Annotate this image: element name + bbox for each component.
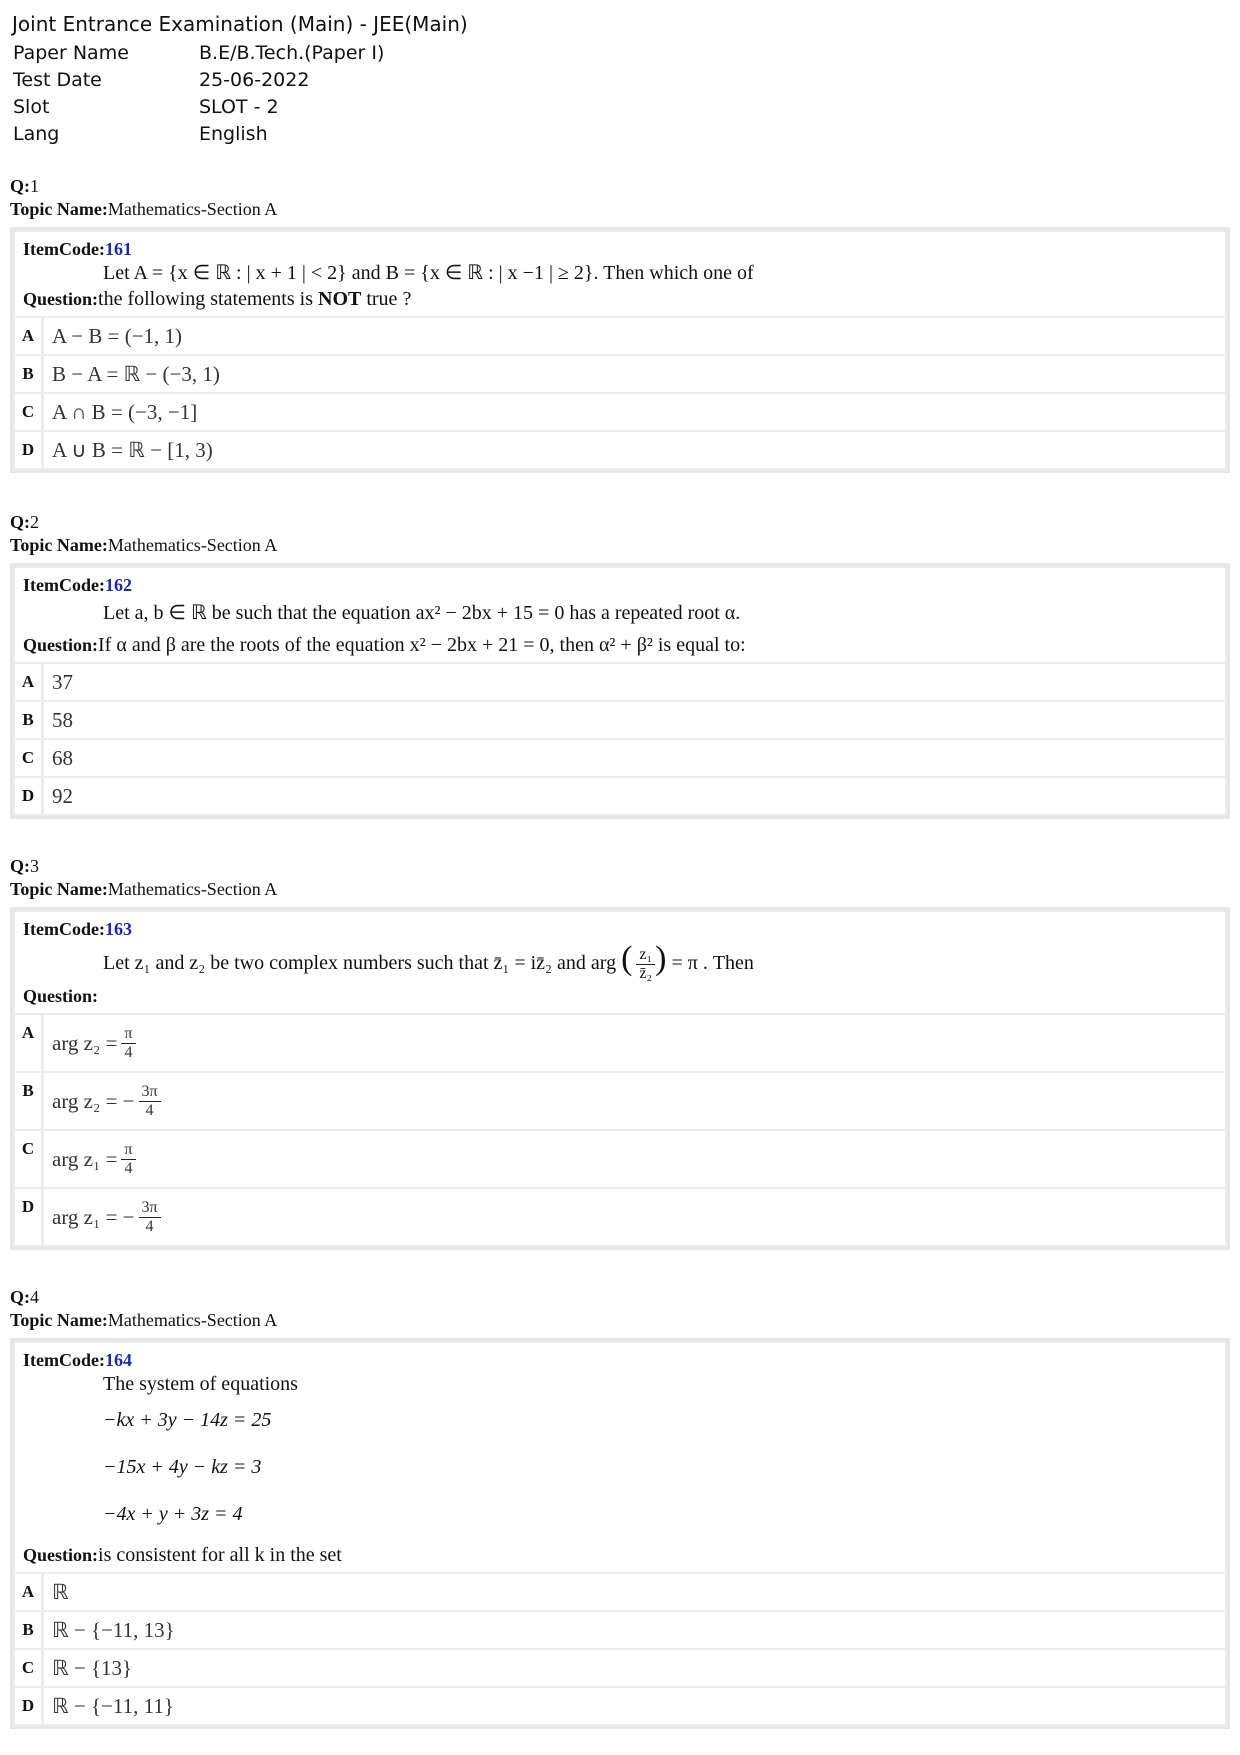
question-text-line: Question:If α and β are the roots of the equation x² − 2bx + 21 = 0, then α² + β² is equal to: bbox=[23, 634, 746, 656]
option-c[interactable]: C ℝ − {13} bbox=[13, 1650, 1227, 1688]
item-code: ItemCode:163 bbox=[23, 919, 132, 939]
question-text-line: Question:the following statements is NOT true ? bbox=[23, 288, 412, 310]
question-text-line: Let A = {x ∈ ℝ : | x + 1 | < 2} and B = {x ∈ ℝ : | x −1 | ≥ 2}. Then which one of bbox=[103, 262, 754, 284]
topic-name: Topic Name:Mathematics-Section A bbox=[10, 879, 278, 899]
meta-value: SLOT - 2 bbox=[199, 96, 279, 118]
question-block-4 bbox=[10, 1285, 1230, 1729]
question-table bbox=[10, 1338, 1230, 1729]
option-a[interactable]: A ℝ bbox=[13, 1574, 1227, 1612]
question-number: Q:4 bbox=[10, 1287, 39, 1307]
question-number: Q:2 bbox=[10, 512, 39, 532]
meta-value: English bbox=[199, 123, 268, 145]
meta-value: B.E/B.Tech.(Paper I) bbox=[199, 42, 385, 64]
question-number: Q:1 bbox=[10, 176, 39, 196]
option-c[interactable]: C 68 bbox=[13, 740, 1227, 778]
option-d[interactable]: D A ∪ B = ℝ − [1, 3) bbox=[13, 432, 1227, 470]
option-c[interactable]: C A ∩ B = (−3, −1] bbox=[13, 394, 1227, 432]
question-header bbox=[13, 230, 1227, 318]
option-a[interactable]: A 37 bbox=[13, 664, 1227, 702]
option-b[interactable]: B B − A = ℝ − (−3, 1) bbox=[13, 356, 1227, 394]
question-block-1 bbox=[10, 174, 1230, 473]
question-intro: The system of equations bbox=[103, 1373, 298, 1395]
question-header bbox=[13, 910, 1227, 1015]
option-b[interactable]: B arg z₂ = − $\frac{3\pi}{4}$ bbox=[13, 1073, 1227, 1131]
option-c[interactable]: C arg z₁ = $\frac{\pi}{4}$ bbox=[13, 1131, 1227, 1189]
item-code: ItemCode:161 bbox=[23, 239, 132, 259]
question-table bbox=[10, 563, 1230, 819]
option-d[interactable]: D 92 bbox=[13, 778, 1227, 816]
question-text-line: Question: bbox=[23, 986, 99, 1006]
exam-header bbox=[12, 8, 468, 148]
question-header bbox=[13, 1341, 1227, 1574]
question-table bbox=[10, 227, 1230, 473]
meta-label: Lang bbox=[13, 123, 60, 145]
option-a[interactable]: A arg z₂ = $\frac{\pi}{4}$ bbox=[13, 1015, 1227, 1073]
topic-name: Topic Name:Mathematics-Section A bbox=[10, 1310, 278, 1330]
item-code: ItemCode:162 bbox=[23, 575, 132, 595]
meta-row-test-date bbox=[12, 67, 468, 94]
meta-row-lang bbox=[12, 121, 468, 148]
meta-label: Slot bbox=[13, 96, 50, 118]
topic-name: Topic Name:Mathematics-Section A bbox=[10, 199, 278, 219]
fraction: $\frac{\text{z₁}}{\text{z̄₂}}$ bbox=[636, 946, 655, 983]
meta-row-paper-name bbox=[12, 40, 468, 67]
meta-row-slot bbox=[12, 94, 468, 121]
option-a[interactable]: A A − B = (−1, 1) bbox=[13, 318, 1227, 356]
meta-label: Paper Name bbox=[13, 42, 129, 64]
equation-list bbox=[23, 1397, 1217, 1538]
equation: −4x + y + 3z = 4 bbox=[103, 1503, 243, 1525]
question-block-3 bbox=[10, 854, 1230, 1250]
question-text-line: Let a, b ∈ ℝ be such that the equation ax² − 2bx + 15 = 0 has a repeated root α. bbox=[103, 602, 741, 624]
option-b[interactable]: B ℝ − {−11, 13} bbox=[13, 1612, 1227, 1650]
meta-value: 25-06-2022 bbox=[199, 69, 310, 91]
topic-name: Topic Name:Mathematics-Section A bbox=[10, 535, 278, 555]
option-d[interactable]: D arg z₁ = − $\frac{3\pi}{4}$ bbox=[13, 1189, 1227, 1247]
exam-title: Joint Entrance Examination (Main) - JEE(Main) bbox=[12, 12, 468, 36]
option-b[interactable]: B 58 bbox=[13, 702, 1227, 740]
meta-label: Test Date bbox=[13, 69, 102, 91]
question-header bbox=[13, 566, 1227, 664]
option-d[interactable]: D ℝ − {−11, 11} bbox=[13, 1688, 1227, 1726]
item-code: ItemCode:164 bbox=[23, 1350, 132, 1370]
equation: −kx + 3y − 14z = 25 bbox=[103, 1409, 272, 1431]
equation: −15x + 4y − kz = 3 bbox=[103, 1456, 262, 1478]
question-number: Q:3 bbox=[10, 856, 39, 876]
question-table bbox=[10, 907, 1230, 1250]
question-text-line: Question:is consistent for all k in the set bbox=[23, 1544, 342, 1566]
question-block-2 bbox=[10, 510, 1230, 819]
question-text-line: Let z₁ and z₂ be two complex numbers such that z̄₁ = iz̄₂ and arg ( $\frac{\text{z₁}}{\text{z̄₂}}$ ) = π . Then bbox=[103, 940, 754, 982]
